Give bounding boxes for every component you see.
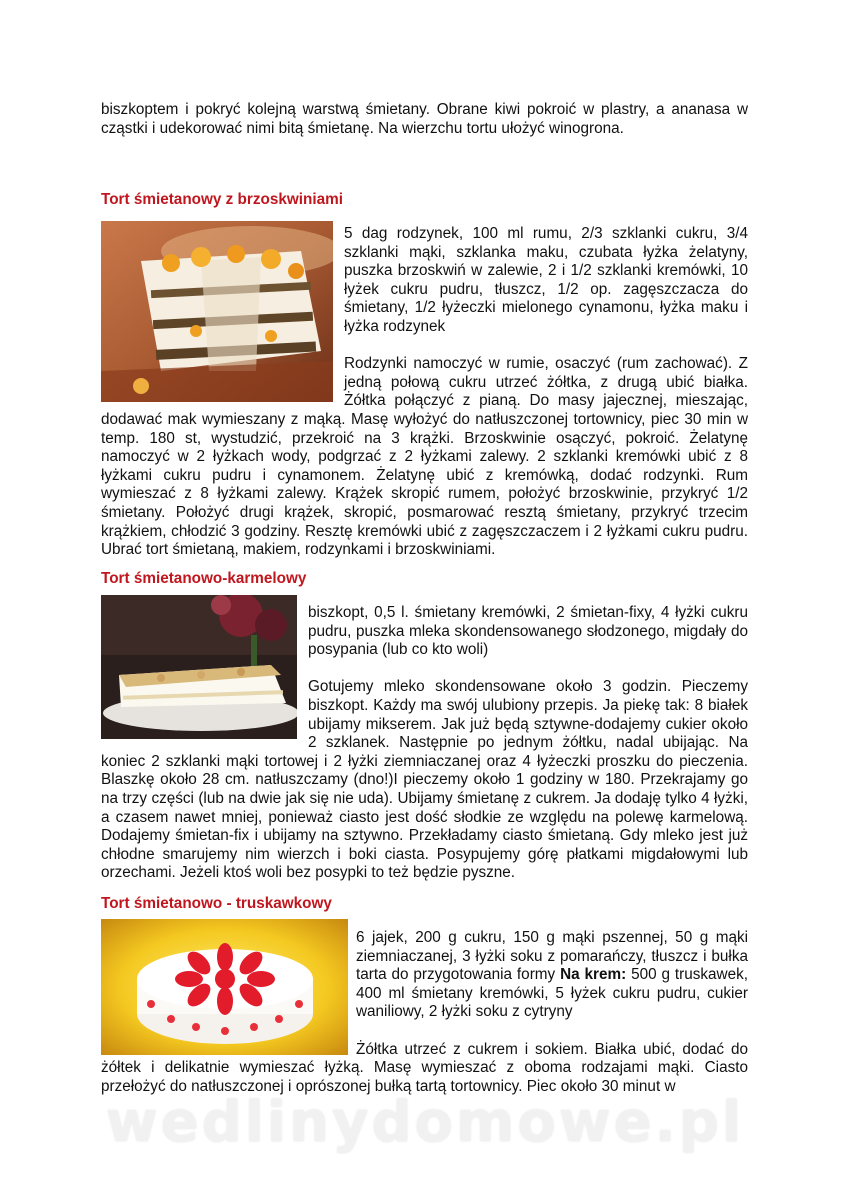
recipe-method-peach: Rodzynki namoczyć w rumie, osaczyć (rum zachować). Z jedną połową cukru utrzeć żółtka, z drugą ubić białka. Żółtka połączyć z pianą. Do masy jajecznej, mieszając, dodawać mak wymieszany z mąką. Masę wyłożyć do natłuszczonej tortownicy, piec 30 min w temp. 180 st, wystudzić, przekroić na 3 krążki. Brzoskwinie osączyć, pokroić. Żelatynę namoczyć w 2 łyżkach wody, podgrzać z 2 łyżkami zalewy. 2 szklanki kremówki ubić z 8 łyżkami cukru pudru i cynamonem. Żelatynę ubić z kremówką, dodać rodzynki. Rum wymieszać z 8 łyżkami zalewy. Krążek skropić rumem, położyć brzoskwinie, przykryć 1/2 śmietany. Położyć drugi krążek, skropić, posmarować resztą śmietany, przykryć trzecim krążkiem, chłodzić 3 godziny. Resztę kremówki ubić z zagęszczaczem i 2 łyżkami cukru pudru. Ubrać tort śmietaną, makiem, rodzynkami i brzoskwiniami.: [101, 355, 748, 559]
recipe-ingredients-caramel: biszkopt, 0,5 l. śmietany kremówki, 2 śmietan-fixy, 4 łyżki cukru pudru, puszka mleka skondensowanego słodzonego, migdały do posypania (lub co kto woli): [308, 604, 748, 659]
caramel-cake-photo: [101, 595, 297, 739]
intro-paragraph: biszkoptem i pokryć kolejną warstwą śmietany. Obrane kiwi pokroić w plastry, a ananasa w cząstki i udekorować nimi bitą śmietanę. Na wierzchu tortu ułożyć winogrona.: [101, 101, 748, 137]
recipe-ingredients-peach: 5 dag rodzynek, 100 ml rumu, 2/3 szklanki cukru, 3/4 szklanki mąki, szklanka maku, czubata łyżka żelatyny, puszka brzoskwiń w zalewie, 2 i 1/2 szklanki kremówki, 10 łyżek cukru pudru, tłuszcz, 1/2 op. zagęszczacza do śmietany, 1/2 łyżeczki mielonego cynamonu, łyżka maku i łyżka rodzynek: [344, 225, 748, 335]
recipe-method-caramel: Gotujemy mleko skondensowane około 3 godzin. Pieczemy biszkopt. Każdy ma swój ulubiony przepis. Ja piekę tak: 8 białek ubijamy mikserem. Jak już będą sztywne-dodajemy cukier około 2 szklanek. Następnie po jednym żółtku, nadal ubijając. Na koniec 2 szklanki mąki tortowej i 2 łyżki ziemniaczanej oraz 4 łyżeczki proszku do pieczenia. Blaszkę około 28 cm. natłuszczamy (dno!)I pieczemy około 1 godziny w 180. Przekrajamy go na trzy części (lub na dwie jak się nie uda). Ubijamy śmietanę z cukrem. Ja dodaję tylko 4 łyżki, a czasem nawet mniej, ponieważ ciasto jest dość słodkie ze względu na polewę karmelową. Dodajemy śmietan-fix i ubijamy na sztywno. Przekładamy ciasto śmietaną. Gdy mleko jest już chłodne smarujemy nim wierzch i boki ciasta. Posypujemy górę płatkami migdałowymi lub orzechami. Jeżeli ktoś woli bez posypki to też będzie pyszne.: [101, 678, 748, 882]
recipe-section-strawberry: [101, 929, 748, 1096]
recipe-title-strawberry: Tort śmietanowo - truskawkowy: [101, 895, 332, 912]
ingredients-text: 6 jajek, 200 g cukru, 150 g mąki pszennej, 50 g mąki ziemniaczanej, 3 łyżki soku z pomarańczy, tłuszcz i bułka tarta do przygotowania formy: [356, 929, 748, 984]
recipe-title-caramel: Tort śmietanowo-karmelowy: [101, 570, 307, 587]
recipe-method-strawberry: Żółtka utrzeć z cukrem i sokiem. Białka ubić, dodać do żółtek i delikatnie wymieszać łyżką. Masę wymieszać z oboma rodzajami mąki. Ciasto przełożyć do natłuszczonej i oprószonej bułką tartą tortownicy. Piec około 30 minut w: [101, 1040, 748, 1095]
ingredients-text-2: 500 g truskawek, 400 ml śmietany kremówki, 5 łyżek cukru pudru, cukier waniliowy, 2 łyżki soku z cytryny: [356, 966, 748, 1021]
strawberry-cake-photo: [101, 919, 348, 1055]
peach-cake-photo: [101, 221, 333, 402]
recipe-section-caramel: [101, 604, 748, 883]
recipe-section-peach: [101, 225, 748, 560]
recipe-title-peach: Tort śmietanowy z brzoskwiniami: [101, 191, 343, 208]
ingredients-bold-label: Na krem:: [560, 966, 627, 984]
watermark: wedlinydomowe.pl: [105, 1090, 745, 1155]
